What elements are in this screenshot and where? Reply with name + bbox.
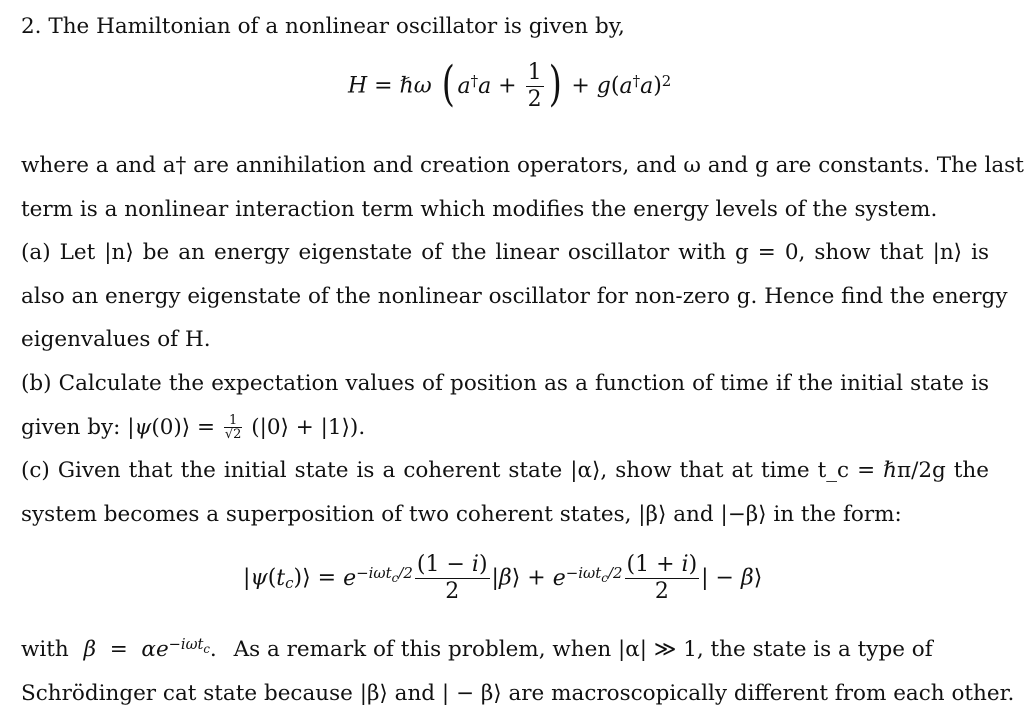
paragraph-nonlinear-term: term is a nonlinear interaction term which modifies the energy levels of the system. — [21, 197, 938, 222]
closing-with: with — [21, 637, 69, 662]
part-b-line-1: (b) Calculate the expectation values of position as a function of time if the initial state is — [21, 371, 989, 396]
part-b-given-by: given by: — [21, 415, 121, 440]
problem-intro: 2. The Hamiltonian of a nonlinear oscillator is given by, — [21, 14, 625, 39]
closing-line-1 — [21, 635, 989, 665]
paragraph-operators: where a and a† are annihilation and creation operators, and ω and g are constants. The last — [21, 153, 1024, 178]
part-a-line-2: also an energy eigenstate of the nonlinear oscillator for non-zero g. Hence find the energy — [21, 284, 1008, 309]
initial-state-expression: |ψ(0)⟩ = $\frac{1}{√2}$ (|0⟩ + |1⟩). — [127, 413, 366, 442]
hamiltonian-equation: H = ℏω ( a†a + $\frac{1}{2}$ ) + $g(a^\dagger a)^2$ — [348, 55, 672, 112]
part-b-line-2 — [21, 413, 989, 443]
part-a-line-3: eigenvalues of H. — [21, 327, 211, 352]
part-c-line-1: (c) Given that the initial state is a coherent state |α⟩, show that at time t_c = ℏπ/2g the — [21, 458, 989, 483]
closing-line-2: Schrödinger cat state because |β⟩ and | − β⟩ are macroscopically different from each other. — [21, 681, 1015, 706]
part-c-line-2: system becomes a superposition of two coherent states, |β⟩ and |−β⟩ in the form: — [21, 502, 902, 527]
closing-remark: As a remark of this problem, when |α| ≫ 1, the state is a type of — [233, 637, 933, 662]
part-a-line-1: (a) Let |n⟩ be an energy eigenstate of the linear oscillator with g = 0, show that |n⟩ is — [21, 240, 989, 265]
cat-state-equation: $|\psi(t_c)⟩ = e^{-i\omega t_c/2}$ $\frac{(1 - i)}{2}$ |β⟩ + $e^{-i\omega t_c/2}$ $\frac{(1 + i)}{2}$ | − β⟩ — [243, 552, 763, 604]
beta-definition: $\beta = \alpha e^{-i\omega t_c}$. — [83, 636, 224, 662]
